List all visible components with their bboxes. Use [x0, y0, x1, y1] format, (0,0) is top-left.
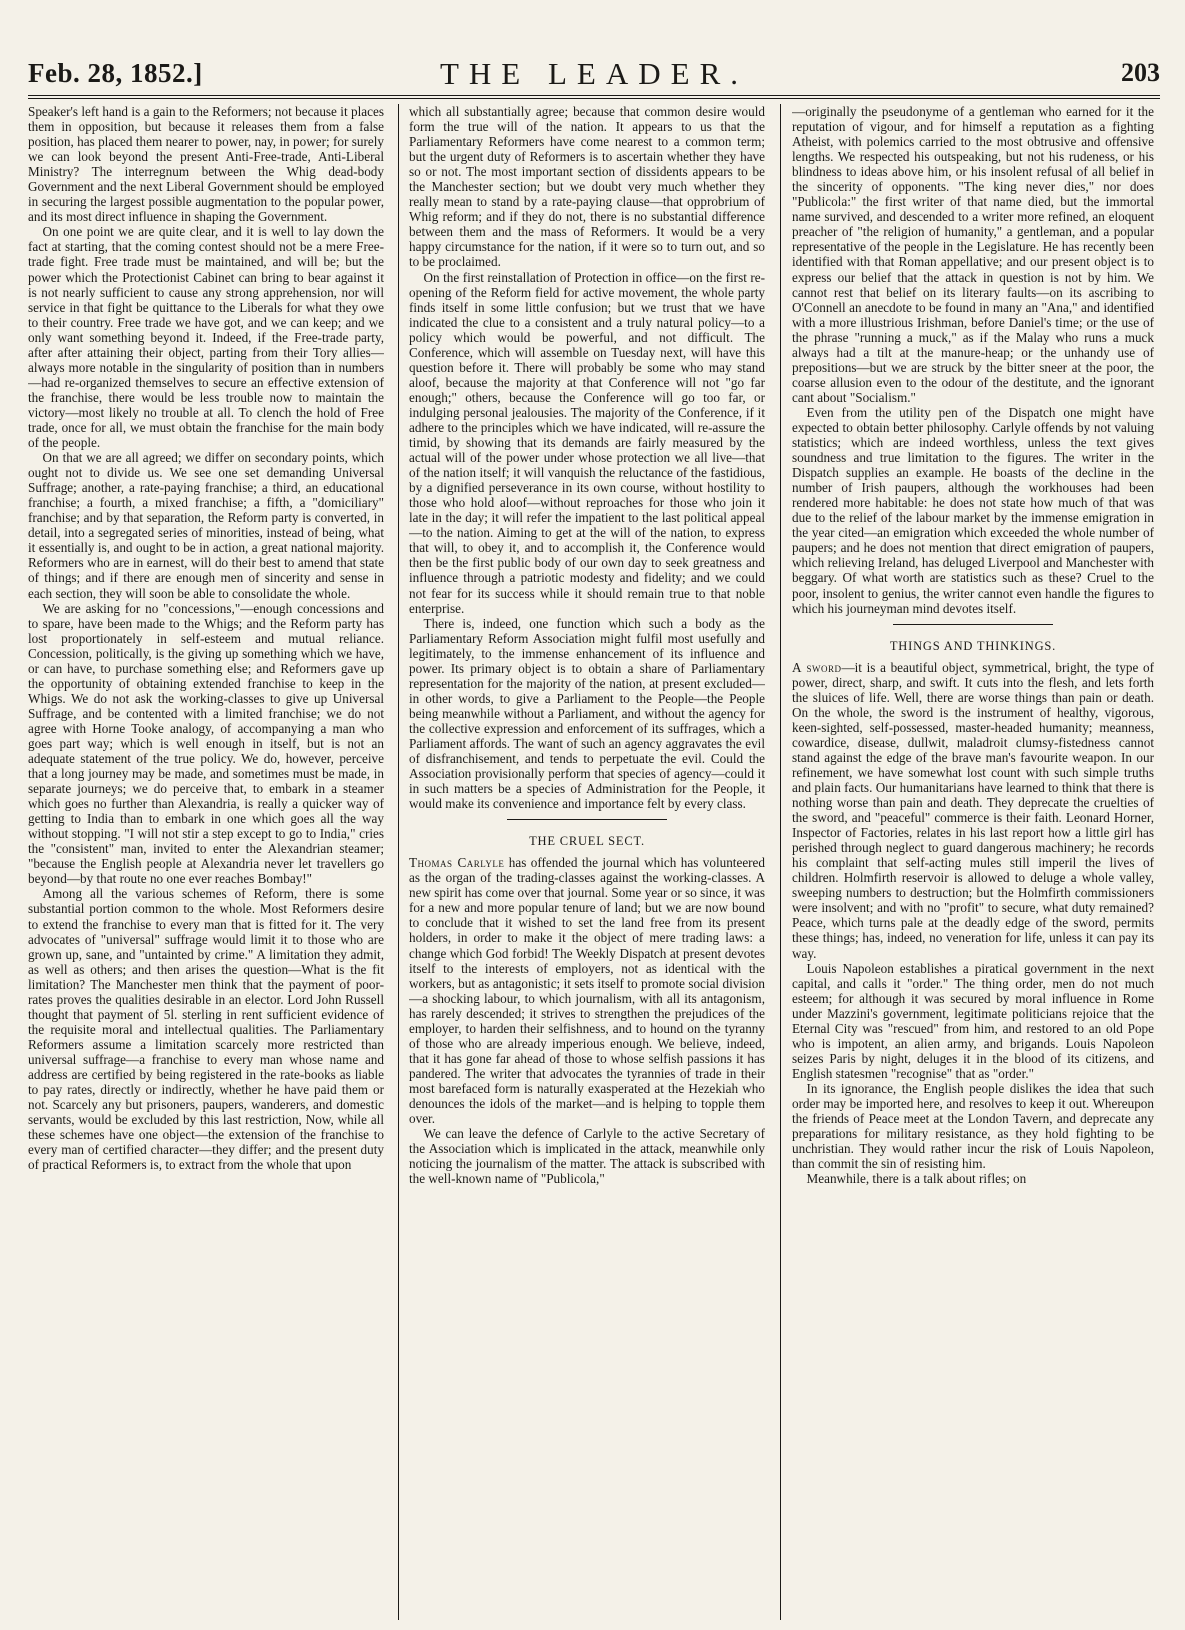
paragraph: On that we are all agreed; we differ on secondary points, which ought not to divide us. We see one set demanding Universal Suffrage; another, a rate-paying franchise; a third, an educational franchise; a fourth, a mixed franchise; a fifth, a "domiciliary" franchise; and by that separation, the Reform party is converted, in detail, into a segregated series of minorities, instead of being, what it essentially is, and ought to be in action, a great national majority. Reformers who are in earnest, will do their best to amend that state of things; and if there are enough men of sincerity and sense in each section, they will soon be able to consolidate the whole.: [28, 450, 384, 601]
paragraph: [409, 855, 765, 1126]
paragraph: Among all the various schemes of Reform, there is some substantial portion common to the whole. Most Reformers desire to extend the franchise to every man that is fitted for it. The very advocates of "universal" suffrage would limit it to those who are grown up, sane, and "untainted by crime." A limitation they admit, as well as others; and then arises the question—What is the fit limitation? The Manchester men think that the payment of poor-rates proves the qualities desirable in an elector. Lord John Russell thought that payment of 5l. sterling in rent sufficient evidence of the requisite moral and intellectual qualities. The Parliamentary Reformers assume a limitation scarcely more restricted than universal suffrage—a franchise to every man whose name and address are certified by being registered in the rate-books as liable to pay rates, directly or indirectly, whether he have paid them or not. Scarcely any but prisoners, paupers, wanderers, and domestic servants, would be excluded by this last restriction, Now, while all these schemes have one object—the extension of the franchise to every man of certified character—they differ; and the present duty of practical Reformers is, to extract from the whole that upon: [28, 886, 384, 1173]
paragraph: There is, indeed, one function which such a body as the Parliamentary Reform Association might fulfil most usefully and legitimately, to the immense enhancement of its influence and power. Its primary object is to obtain a share of Parliamentary representation for the majority of the nation, at present excluded—in other words, to give a Parliament to the People—the People being meanwhile without a Parliament, and without the agency for the collective expression and enforcement of its suffrages, which a Parliament affords. The want of such an agency aggravates the evil of disfranchisement, and tends to perpetuate the evil. Could the Association provisionally perform that species of agency—could it in such matters be a species of Administration for the People, it would make its convenience and importance felt by every class.: [409, 615, 765, 812]
paragraph: In its ignorance, the English people dislikes the idea that such order may be imported here, and resolves to keep it out. Whereupon the friends of Peace meet at the London Tavern, and deprecate any preparations for military resistance, as they hold fighting to be unchristian. They would rather incur the risk of Louis Napoleon, than commit the sin of resisting him.: [792, 1080, 1154, 1172]
section-heading-cruel-sect: THE CRUEL SECT.: [529, 834, 645, 849]
section-divider: [893, 624, 1053, 625]
paragraph: —originally the pseudonyme of a gentleman who earned for it the reputation of vigour, and for himself a reputation as a fighting Atheist, with polemics carried to the most obtrusive and offensive lengths. We respected his outspeaking, but not his rudeness, or his blindness to ideas above him, or his insolent refusal of all belief in the sincerity of opponents. "The king never dies," nor does "Publicola:" the first writer of that name died, but the immortal name survived, and descended to a writer more refined, an eloquent preacher of "the religion of humanity," a gentleman, and a popular representative of the people in the Legislature. He has recently been identified with that Roman appellative; and our present object is to express our belief that the attack in question is not by him. We cannot rest that belief on its literary faults—on its ascribing to O'Connell an anecdote to be found in many an "Ana," and identified with a more illustrious Irishman, before Daniel's time; or the use of the phrase "running a muck," as if the Malay who runs a muck always had a tilt at the manure-heap; or the unhandy use of prepositions—but we are struck by the bitter sneer at the poor, the coarse allusion even to the odour of the destitute, and the ignorant cant about "Socialism.": [792, 104, 1154, 405]
paragraph: Speaker's left hand is a gain to the Reformers; not because it places them in opposition, but because it releases them from a false position, has placed them nearer to power, nay, in power; for surely we can look beyond the present Anti-Free-trade, Anti-Liberal Ministry? The interregnum between the Whig dead-body Government and the next Liberal Government should be employed in securing the largest possible augmentation to the popular power, and its most direct influence in shaping the Government.: [28, 104, 384, 225]
column-1: [28, 104, 384, 1624]
paragraph: On the first reinstallation of Protection in office—on the first re-opening of the Reform field for active movement, the whole party finds itself in some little confusion; but we trust that we have indicated the clue to a consistent and a truly natural policy—to a policy which would be powerful, and not difficult. The Conference, which will assemble on Tuesday next, will have this question before it. There will probably be some who may stand aloof, because the majority at that Conference will not "go far enough;" others, because the Conference will go too far, or indulging personal jealousies. The majority of the Conference, if it adhere to the principles which we have indicated, will re-assure the timid, by showing that its demands are fairly measured by the actual will of the power under whose protection we all live—that of the nation itself; it will vanquish the reluctance of the fastidious, by a dignified perseverance in its own course, without hostility to those who hold aloof—without reproaches for those who join it late in the day; it will refer the impatient to the last political appeal—to the nation. Aiming to get at the will of the nation, to express that will, to obey it, and to accomplish it, the Conference would then be the first public body of our own day to seek greatness and influence through a patriotic modesty and fidelity; and we could not fear for its success while it should remain true to that noble enterprise.: [409, 269, 765, 616]
paragraph: [792, 660, 1154, 961]
lead-name: Thomas Carlyle: [409, 855, 505, 871]
section-heading-things-and-thinkings: THINGS AND THINKINGS.: [889, 638, 1057, 653]
paragraph: Even from the utility pen of the Dispatch one might have expected to obtain better philosophy. Carlyle offends by not valuing statistics; which are indeed worthless, unless the text gives soundness and true limitation to the figures. The writer in the Dispatch supplies an example. He boasts of the decline in the number of Irish paupers, although the workhouses had been rendered more habitable: he does not state how much of that was due to the relief of the labour market by the immense emigration in the year cited—an emigration which exceeded the whole number of paupers; and he does not mention that direct emigration of paupers, which relieving Ireland, has deluged Liverpool and Manchester with beggary. Of what worth are statistics such as these? Cruel to the poor, insolent to genius, the writer cannot even handle the figures to which his journeyman mind devotes itself.: [792, 404, 1154, 616]
section-divider: [507, 819, 667, 820]
header-rule-top: [28, 95, 1160, 96]
paragraph: We can leave the defence of Carlyle to the active Secretary of the Association which is implicated in the attack, meanwhile only noticing the journalism of the matter. The attack is subscribed with the well-known name of "Publicola,": [409, 1126, 765, 1187]
paragraph: Meanwhile, there is a talk about rifles; on: [806, 1171, 1027, 1187]
newspaper-page: [28, 0, 1160, 1630]
issue-date: Feb. 28, 1852.]: [28, 58, 203, 88]
column-3: [792, 104, 1154, 1624]
page-number: 203: [1121, 58, 1160, 87]
paragraph-text: has offended the journal which has volunteered as the organ of the trading-classes against the working-classes. A new spirit has come over that journal. Some year or so since, it was for a new and more popular tenure of land; but we are now bound to conclude that it wished to set the land free from its present holders, in order to make it the object of mere trading laws: a change which God forbid! The Weekly Dispatch at present devotes itself to the interests of employers, not as identical with the workers, but as antagonistic; it sets itself to promote social division—a shocking labour, to which journalism, with all its antagonism, has rarely descended; it strives to strengthen the prejudices of the employer, to harden their selfishness, and to hound on the tyranny of those who are already imperious enough. We believe, indeed, that it has gone far ahead of those to whose selfish passions it has pandered. The writer that advocates the tyrannies of trade in their most barefaced form is naturally exasperated at the Hezekiah who denounces the idols of the market—and is helping to topple them over.: [409, 855, 765, 1127]
paragraph: We are asking for no "concessions,"—enough concessions and to spare, have been made to the Whigs; and the Reform party has lost proportionately in self-esteem and mutual reliance. Concession, politically, is the giving up something which we have, or can have, to purchase something else; and Reformers gave up the opportunity of obtaining extended franchise to keep in the Whigs. We do not ask the working-classes to give up Universal Suffrage, and be contented with a limited franchise; we do not agree with Horne Tooke analogy, of accompanying a man who goes part way; which is well enough in itself, but is not an adequate statement of the true policy. We do, however, perceive that a long journey may be made, and sometimes must be made, in separate journeys; we do perceive that, to embark in a steamer which goes no further than Alexandria, is really a quicker way of getting to India than to embark in one which goes all the way without stopping. "I will not stir a step except to go to India," cries the "consistent" man, invited to enter the Alexandrian steamer; "because the English people at Alexandria never let travellers go beyond—by that route no one ever reaches Bombay!": [28, 600, 384, 887]
lead-word: A sword: [792, 659, 842, 675]
page-header: [28, 56, 1160, 96]
paragraph-text: —it is a beautiful object, symmetrical, bright, the type of power, direct, sharp, and swift. It cuts into the flesh, and lets forth the sluices of life. Well, there are worse things than pain or death. On the whole, the sword is the instrument of healthy, vigorous, keen-sighted, self-possessed, master-headed humanity; meanness, cowardice, disease, dullwit, maladroit clumsy-fistedness cannot stand against the edge of the brave man's favourite weapon. In our refinement, we have somewhat lost count with such simple truths and plain facts. Our humanitarians have learned to think that there is nothing worse than pain and death. They deprecate the cruelties of the sword, and "peaceful" commerce is their faith. Leonard Horner, Inspector of Factories, relates in his last report how a little girl has perished through neglect to guard dangerous machinery; he records his complaint that self-acting mules still imperil the lives of children. Holmfirth reservoir is allowed to deluge a whole valley, sweeping numbers to destruction; but the Holmfirth commissioners were insolvent; and with no "profit" to secure, what duty remained? Peace, which turns pale at the deadly edge of the sword, permits these things; has, indeed, no veneration for life, unless it can pay its way.: [792, 659, 1154, 961]
paragraph: Louis Napoleon establishes a piratical government in the next capital, and calls it "order." The thing order, men do not much esteem; for although it was secured by moral influence in Rome under Mazzini's government, legitimate politicians rejoice that the Eternal City was "rescued" from him, and restored to an old Pope who is impotent, an alien army, and brigands. Louis Napoleon seizes Paris by night, deluges it in the blood of its citizens, and English statesmen "recognise" that as "order.": [792, 960, 1154, 1081]
paragraph: which all substantially agree; because that common desire would form the true will of the nation. It appears to us that the Parliamentary Reformers have come nearest to a common term; but the urgent duty of Reformers is to ascertain whether they have so or not. The most important section of dissidents appears to be the Manchester section; but we doubt very much whether they really mean to stand by a rate-paying clause—that opprobrium of Whig reform; and if they do not, there is no substantial difference between them and the mass of Reformers. It would be a very happy circumstance for the nation, if it were so to turn out, and so to be proclaimed.: [409, 104, 765, 270]
article-columns: [28, 104, 1160, 1624]
paragraph: On one point we are quite clear, and it is well to lay down the fact at starting, that the coming contest should not be a mere Free-trade fight. Free trade must be maintained, and will be; but the power which the Protectionist Cabinet can bring to bear against it is not nearly sufficient to cause any strong apprehension, nor will service in that fight be quittance to the Liberals for what they owe to their country. Free trade we have got, and we can keep; and we only want something beyond it. Indeed, if the Free-trade party, after after attaining their object, parting from their Tory allies—always more notable in the singularity of position than in numbers—had re-organized themselves to secure an effective extension of the franchise, there would be less trouble now to maintain the victory—most likely no trouble at all. To clench the hold of Free trade, once for all, we must obtain the franchise for the main body of the people.: [28, 224, 384, 451]
masthead-title: THE LEADER.: [439, 56, 749, 91]
header-rule-bottom: [28, 98, 1160, 99]
column-2: [409, 104, 765, 1624]
